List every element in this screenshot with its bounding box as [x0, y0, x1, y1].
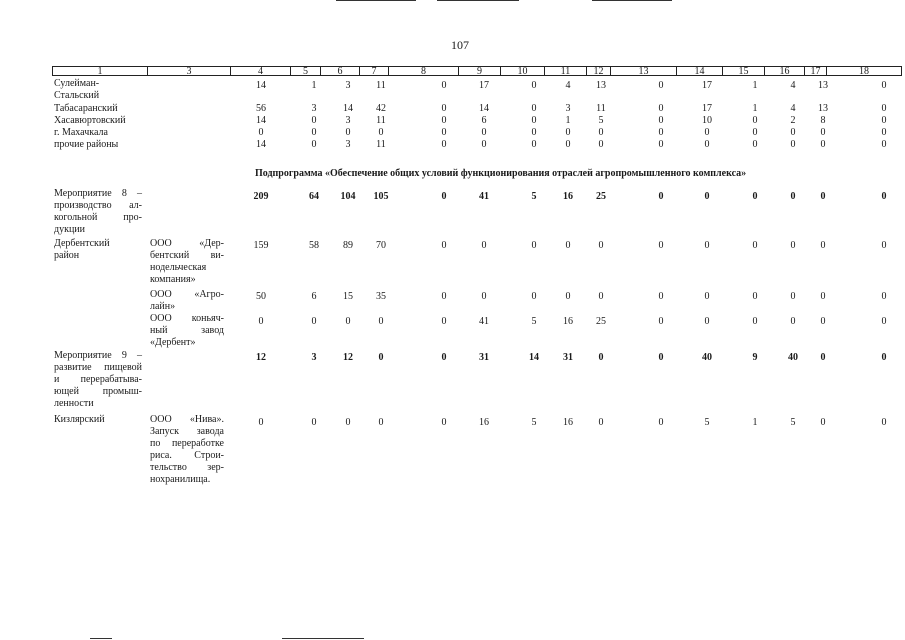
value-cell: 0 [441, 127, 447, 138]
column-header: 1 [52, 66, 147, 76]
region-name: Кизлярский [54, 414, 105, 425]
value-cell: 0 [378, 417, 384, 428]
value-cell: 0 [311, 139, 317, 150]
value-cell: 3 [311, 103, 317, 114]
value-cell: 0 [531, 80, 537, 91]
value-cell: 0 [311, 127, 317, 138]
value-cell: 0 [752, 127, 758, 138]
value-cell: 0 [790, 240, 796, 251]
value-cell: 1 [311, 80, 317, 91]
value-cell: 0 [258, 316, 264, 327]
value-cell: 0 [598, 127, 604, 138]
column-header: 9 [458, 66, 500, 76]
value-cell: 0 [258, 417, 264, 428]
value-cell: 0 [598, 139, 604, 150]
value-cell: 70 [376, 240, 386, 251]
value-cell: 14 [529, 352, 539, 363]
value-cell: 0 [311, 316, 317, 327]
value-cell: 42 [376, 103, 386, 114]
column-header: 13 [610, 66, 676, 76]
value-cell: 0 [881, 127, 887, 138]
value-cell: 0 [704, 291, 710, 302]
value-cell: 0 [881, 80, 887, 91]
value-cell: 0 [752, 291, 758, 302]
value-cell: 31 [563, 352, 573, 363]
value-cell: 0 [311, 417, 317, 428]
value-cell: 0 [658, 103, 664, 114]
value-cell: 0 [658, 115, 664, 126]
value-cell: 0 [481, 127, 487, 138]
value-cell: 12 [343, 352, 353, 363]
value-cell: 0 [378, 127, 384, 138]
value-cell: 17 [479, 80, 489, 91]
column-header: 3 [147, 66, 230, 76]
value-cell: 0 [752, 191, 758, 202]
organization-name: ООО «Нива». Запуск завода по переработке риса. Строи- тельство зер- нохранилища. [150, 414, 224, 485]
value-cell: 1 [565, 115, 571, 126]
value-cell: 58 [309, 240, 319, 251]
value-cell: 14 [479, 103, 489, 114]
value-cell: 4 [565, 80, 571, 91]
region-name: Табасаранский [54, 103, 118, 114]
value-cell: 41 [479, 316, 489, 327]
value-cell: 0 [820, 291, 826, 302]
value-cell: 0 [441, 191, 447, 202]
value-cell: 0 [752, 139, 758, 150]
value-cell: 0 [881, 316, 887, 327]
value-cell: 104 [340, 191, 356, 202]
value-cell: 0 [881, 191, 887, 202]
value-cell: 0 [481, 291, 487, 302]
value-cell: 3 [345, 115, 351, 126]
value-cell: 0 [658, 316, 664, 327]
value-cell: 0 [565, 139, 571, 150]
page-number: 107 [451, 38, 469, 52]
value-cell: 0 [658, 417, 664, 428]
value-cell: 16 [563, 417, 573, 428]
value-cell: 16 [563, 316, 573, 327]
column-header: 10 [500, 66, 544, 76]
value-cell: 0 [752, 240, 758, 251]
value-cell: 5 [598, 115, 604, 126]
value-cell: 0 [345, 127, 351, 138]
value-cell: 0 [441, 103, 447, 114]
value-cell: 0 [345, 316, 351, 327]
value-cell: 0 [565, 240, 571, 251]
value-cell: 3 [565, 103, 571, 114]
column-header: 5 [290, 66, 320, 76]
value-cell: 0 [790, 127, 796, 138]
column-header: 11 [544, 66, 586, 76]
region-name: Сулейман- Стальский [54, 78, 100, 101]
value-cell: 56 [256, 103, 266, 114]
value-cell: 1 [752, 417, 758, 428]
value-cell: 0 [658, 240, 664, 251]
value-cell: 13 [818, 103, 828, 114]
value-cell: 0 [658, 80, 664, 91]
value-cell: 0 [790, 316, 796, 327]
value-cell: 0 [311, 115, 317, 126]
value-cell: 0 [441, 240, 447, 251]
value-cell: 0 [820, 352, 826, 363]
value-cell: 0 [790, 291, 796, 302]
value-cell: 6 [481, 115, 487, 126]
value-cell: 0 [531, 240, 537, 251]
value-cell: 2 [790, 115, 796, 126]
value-cell: 0 [531, 139, 537, 150]
value-cell: 0 [881, 352, 887, 363]
region-name: Хасавюртовский [54, 115, 126, 126]
column-header: 8 [388, 66, 458, 76]
value-cell: 0 [598, 240, 604, 251]
value-cell: 11 [376, 115, 386, 126]
value-cell: 4 [790, 80, 796, 91]
value-cell: 0 [752, 316, 758, 327]
value-cell: 13 [818, 80, 828, 91]
value-cell: 17 [702, 80, 712, 91]
value-cell: 3 [345, 80, 351, 91]
value-cell: 159 [253, 240, 269, 251]
value-cell: 0 [441, 352, 447, 363]
value-cell: 1 [752, 103, 758, 114]
column-header: 6 [320, 66, 359, 76]
value-cell: 14 [343, 103, 353, 114]
value-cell: 13 [596, 80, 606, 91]
value-cell: 0 [531, 115, 537, 126]
value-cell: 25 [596, 191, 606, 202]
value-cell: 0 [881, 103, 887, 114]
value-cell: 15 [343, 291, 353, 302]
value-cell: 0 [598, 291, 604, 302]
value-cell: 0 [345, 417, 351, 428]
value-cell: 0 [881, 115, 887, 126]
value-cell: 0 [441, 417, 447, 428]
value-cell: 0 [704, 191, 710, 202]
bottom-border-line [282, 638, 364, 639]
value-cell: 3 [311, 352, 317, 363]
value-cell: 5 [531, 316, 537, 327]
bottom-border-line [90, 638, 112, 639]
value-cell: 5 [531, 417, 537, 428]
value-cell: 209 [253, 191, 269, 202]
value-cell: 17 [702, 103, 712, 114]
value-cell: 10 [702, 115, 712, 126]
value-cell: 0 [598, 352, 604, 363]
column-header: 12 [586, 66, 610, 76]
organization-name: ООО «Дер- бентский ви- нодельческая компания» [150, 238, 224, 285]
top-border-line [592, 0, 672, 1]
organization-name: ООО коньяч- ный завод «Дербент» [150, 313, 224, 348]
value-cell: 5 [790, 417, 796, 428]
value-cell: 40 [702, 352, 712, 363]
value-cell: 105 [373, 191, 389, 202]
measure-name: Мероприятие 9 – развитие пищевой и перерабатыва- ющей промыш- ленности [54, 350, 142, 409]
column-header: 7 [359, 66, 388, 76]
column-header: 18 [826, 66, 902, 76]
value-cell: 89 [343, 240, 353, 251]
value-cell: 0 [704, 316, 710, 327]
value-cell: 14 [256, 115, 266, 126]
subprogram-title: Подпрограмма «Обеспечение общих условий функционирования отраслей агропромышленного комплекса» [255, 168, 747, 179]
top-border-line [336, 0, 416, 1]
value-cell: 0 [565, 291, 571, 302]
value-cell: 50 [256, 291, 266, 302]
value-cell: 0 [658, 139, 664, 150]
value-cell: 0 [598, 417, 604, 428]
value-cell: 0 [881, 139, 887, 150]
value-cell: 12 [256, 352, 266, 363]
value-cell: 0 [378, 352, 384, 363]
region-name: Дербентский район [54, 238, 110, 261]
value-cell: 5 [531, 191, 537, 202]
value-cell: 0 [704, 127, 710, 138]
value-cell: 8 [820, 115, 826, 126]
value-cell: 0 [481, 139, 487, 150]
region-name: г. Махачкала [54, 127, 108, 138]
value-cell: 0 [820, 316, 826, 327]
value-cell: 0 [752, 115, 758, 126]
value-cell: 0 [820, 240, 826, 251]
value-cell: 0 [441, 115, 447, 126]
value-cell: 0 [258, 127, 264, 138]
value-cell: 35 [376, 291, 386, 302]
value-cell: 41 [479, 191, 489, 202]
value-cell: 0 [481, 240, 487, 251]
value-cell: 25 [596, 316, 606, 327]
column-header: 17 [804, 66, 826, 76]
value-cell: 14 [256, 80, 266, 91]
value-cell: 0 [820, 139, 826, 150]
value-cell: 0 [441, 139, 447, 150]
value-cell: 0 [881, 291, 887, 302]
column-header: 15 [722, 66, 764, 76]
value-cell: 0 [378, 316, 384, 327]
value-cell: 4 [790, 103, 796, 114]
value-cell: 11 [376, 80, 386, 91]
column-header: 4 [230, 66, 290, 76]
value-cell: 0 [441, 80, 447, 91]
value-cell: 0 [441, 291, 447, 302]
value-cell: 0 [704, 139, 710, 150]
value-cell: 5 [704, 417, 710, 428]
value-cell: 0 [441, 316, 447, 327]
value-cell: 0 [531, 127, 537, 138]
value-cell: 1 [752, 80, 758, 91]
value-cell: 0 [820, 191, 826, 202]
value-cell: 0 [658, 127, 664, 138]
value-cell: 0 [658, 352, 664, 363]
value-cell: 0 [565, 127, 571, 138]
value-cell: 0 [881, 417, 887, 428]
value-cell: 64 [309, 191, 319, 202]
column-header: 14 [676, 66, 722, 76]
value-cell: 14 [256, 139, 266, 150]
value-cell: 0 [704, 240, 710, 251]
value-cell: 0 [658, 191, 664, 202]
value-cell: 16 [563, 191, 573, 202]
value-cell: 0 [531, 291, 537, 302]
value-cell: 0 [790, 139, 796, 150]
region-name: прочие районы [54, 139, 119, 150]
value-cell: 6 [311, 291, 317, 302]
value-cell: 0 [881, 240, 887, 251]
measure-name: Мероприятие 8 – производство ал- когольной про- дукции [54, 188, 142, 235]
organization-name: ООО «Агро- лайн» [150, 289, 224, 312]
value-cell: 3 [345, 139, 351, 150]
value-cell: 0 [790, 191, 796, 202]
value-cell: 31 [479, 352, 489, 363]
value-cell: 11 [376, 139, 386, 150]
top-border-line [437, 0, 519, 1]
value-cell: 0 [820, 127, 826, 138]
value-cell: 0 [820, 417, 826, 428]
value-cell: 0 [658, 291, 664, 302]
column-header: 16 [764, 66, 804, 76]
value-cell: 0 [531, 103, 537, 114]
value-cell: 9 [752, 352, 758, 363]
value-cell: 40 [788, 352, 798, 363]
value-cell: 11 [596, 103, 606, 114]
value-cell: 16 [479, 417, 489, 428]
